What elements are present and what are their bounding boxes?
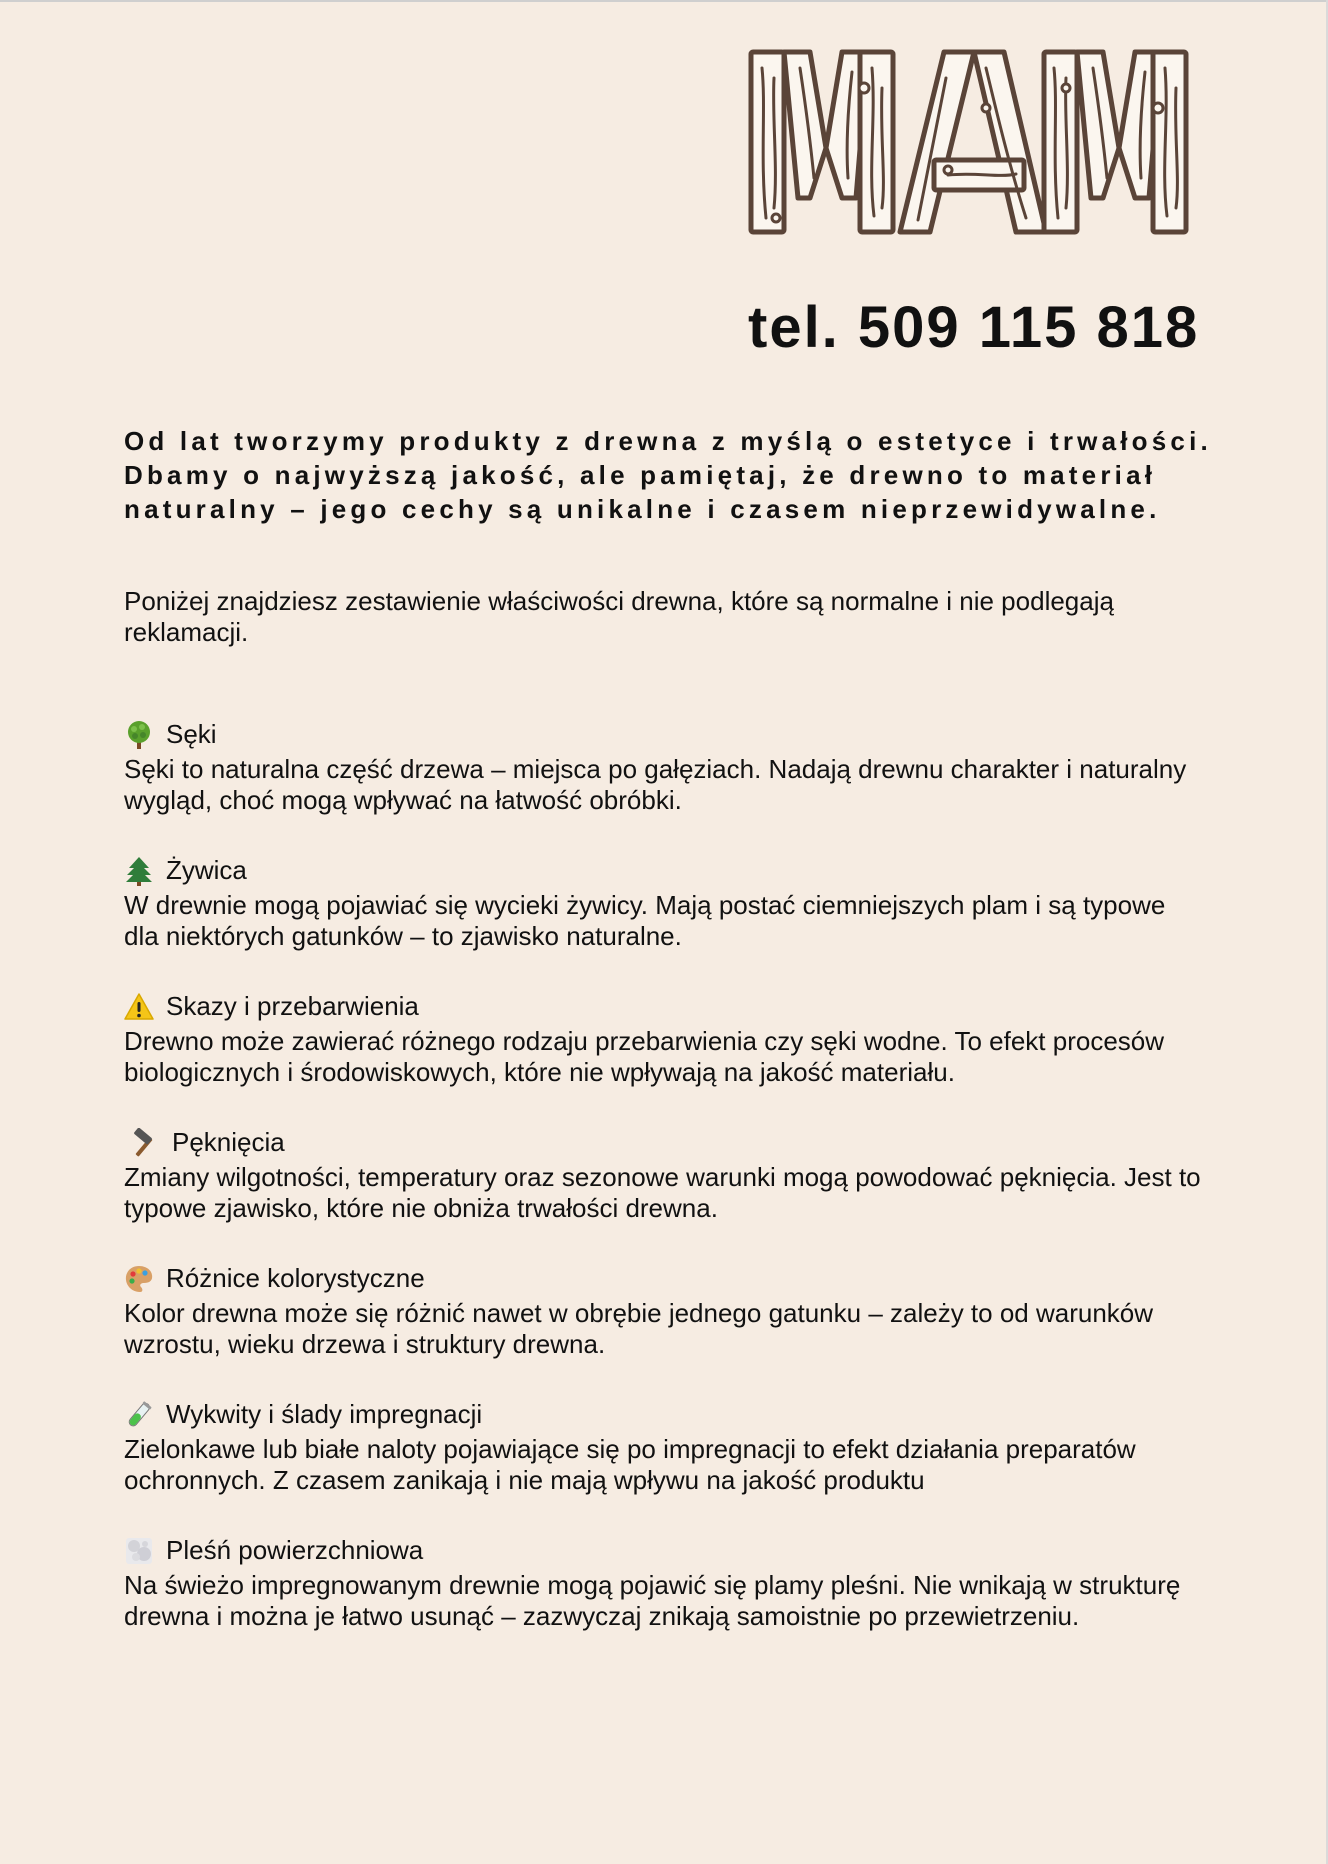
hammer-icon: [130, 1128, 160, 1158]
list-item-zywica: [124, 855, 1204, 952]
item-description: Drewno może zawierać różnego rodzaju przebarwienia czy sęki wodne. To efekt procesów biologicznych i środowiskowych, które nie wpływają na jakość materiału.: [124, 1026, 1165, 1087]
item-title: Pleśń powierzchniowa: [166, 1535, 424, 1565]
properties-list: [124, 719, 1204, 1671]
pine-tree-icon: [124, 856, 154, 886]
item-description: Kolor drewna może się różnić nawet w obrębie jednego gatunku – zależy to od warunków wzrostu, wieku drzewa i struktury drewna.: [124, 1298, 1154, 1359]
item-description: W drewnie mogą pojawiać się wycieki żywicy. Mają postać ciemniejszych plam i są typowe dla niektórych gatunków – to zjawisko naturalne.: [124, 890, 1166, 951]
mold-icon: [124, 1536, 154, 1566]
tree-icon: [124, 720, 154, 750]
top-border: [0, 0, 1328, 2]
mam-logo: [748, 48, 1190, 238]
list-item-pekniecia: [124, 1127, 1204, 1224]
list-item-wykwity: [124, 1399, 1204, 1496]
list-item-skazy: [124, 991, 1204, 1088]
test-tube-icon: [124, 1400, 154, 1430]
item-title: Żywica: [166, 855, 247, 885]
phone-number: tel. 509 115 818: [748, 295, 1200, 360]
warning-icon: [124, 992, 154, 1022]
list-item-roznice: [124, 1263, 1204, 1360]
item-title: Wykwity i ślady impregnacji: [166, 1399, 483, 1429]
item-title: Sęki: [166, 719, 217, 749]
item-title: Różnice kolorystyczne: [166, 1263, 425, 1293]
item-description: Sęki to naturalna część drzewa – miejsca po gałęziach. Nadają drewnu charakter i naturalny wygląd, choć mogą wpływać na łatwość obróbki.: [124, 754, 1187, 815]
sub-intro-text: Poniżej znajdziesz zestawienie właściwości drewna, które są normalne i nie podlegają reklamacji.: [124, 586, 1114, 647]
item-description: Zielonkawe lub białe naloty pojawiające się po impregnacji to efekt działania preparatów ochronnych. Z czasem zanikają i nie mają wpływu na jakość produktu: [124, 1434, 1136, 1495]
item-description: Na świeżo impregnowanym drewnie mogą pojawić się plamy pleśni. Nie wnikają w strukturę drewna i można je łatwo usunąć – zazwyczaj znikają samoistnie po przewietrzeniu.: [124, 1570, 1181, 1631]
list-item-plesn: [124, 1535, 1204, 1632]
item-title: Skazy i przebarwienia: [166, 991, 419, 1021]
list-item-seki: [124, 719, 1204, 816]
intro-text: Od lat tworzymy produkty z drewna z myślą o estetyce i trwałości. Dbamy o najwyższą jakość, ale pamiętaj, że drewno to materiał naturalny – jego cechy są unikalne i czasem nieprzewidywalne.: [124, 426, 1212, 524]
palette-icon: [124, 1264, 154, 1294]
item-description: Zmiany wilgotności, temperatury oraz sezonowe warunki mogą powodować pęknięcia. Jest to typowe zjawisko, które nie obniża trwałości drewna.: [124, 1162, 1201, 1223]
item-title: Pęknięcia: [172, 1127, 285, 1157]
